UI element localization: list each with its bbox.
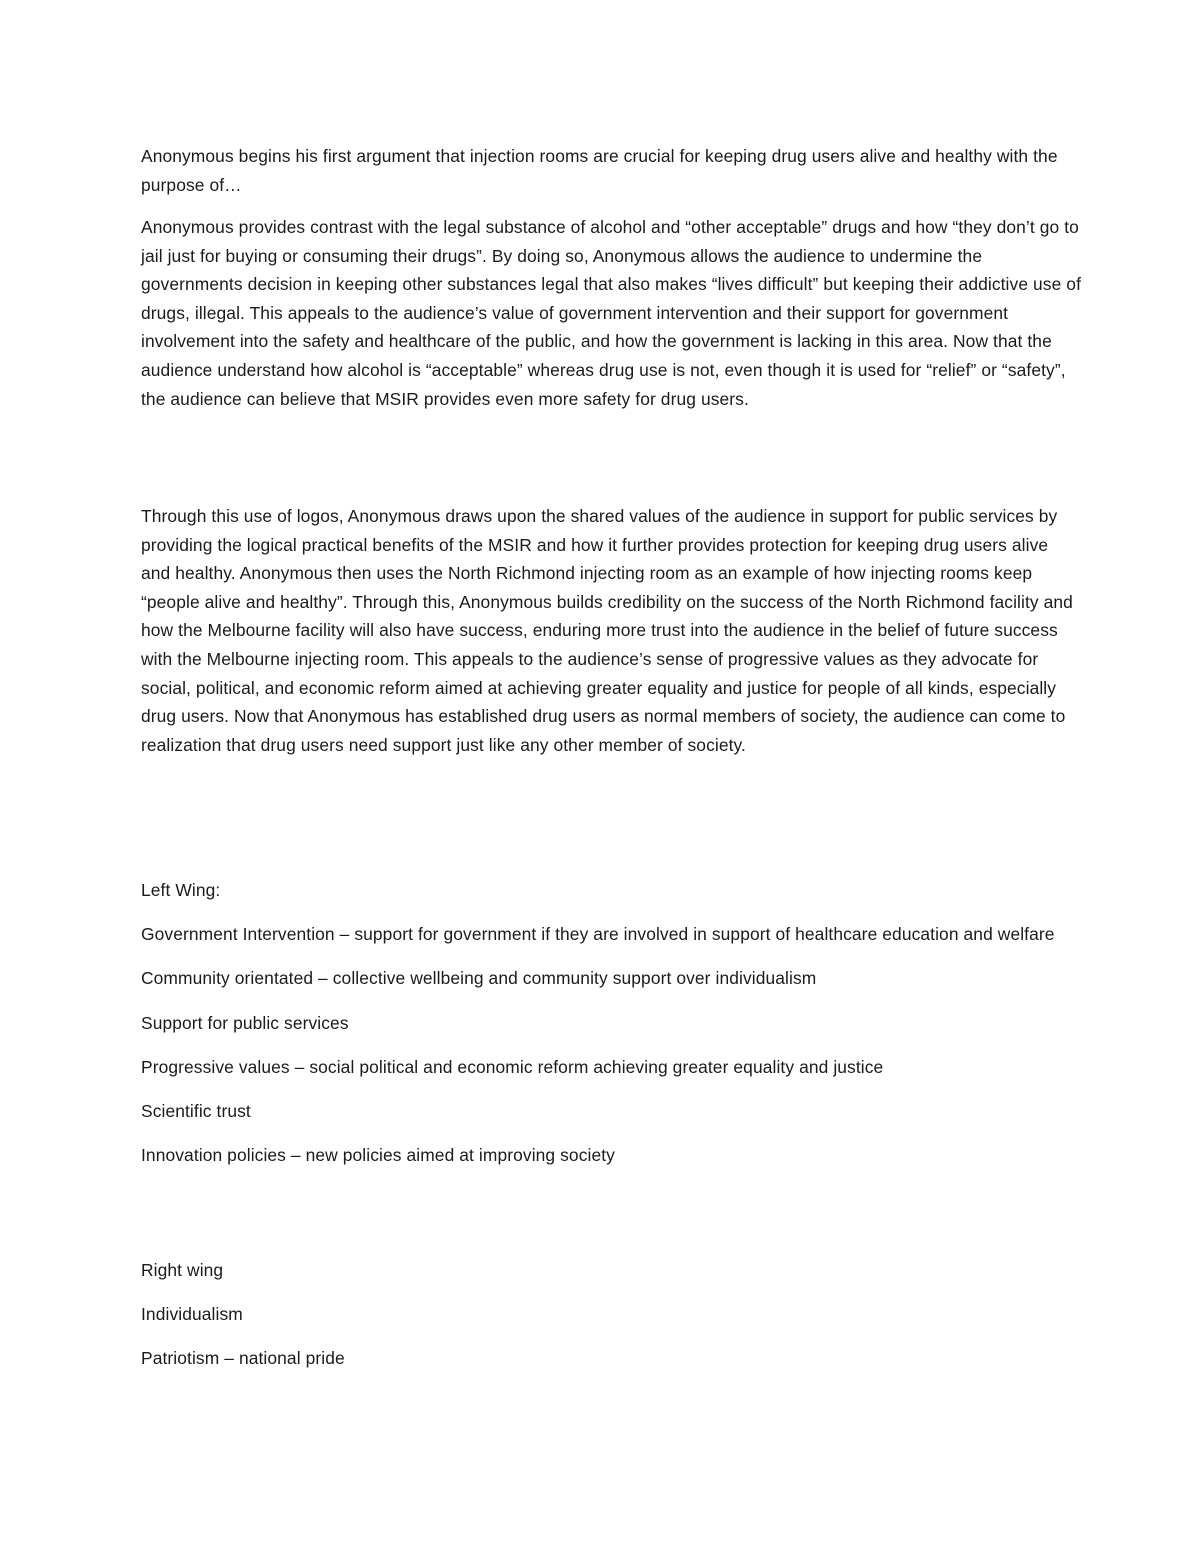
left-wing-item: Progressive values – social political and economic reform achieving greater equality and justice xyxy=(141,1056,884,1077)
left-wing-item: Innovation policies – new policies aimed at improving society xyxy=(141,1145,615,1166)
right-wing-section xyxy=(141,1256,1081,1373)
left-wing-section xyxy=(141,876,1081,1170)
right-wing-item: Patriotism – national pride xyxy=(141,1348,345,1369)
left-wing-item: Community orientated – collective wellbeing and community support over individualism xyxy=(141,968,817,989)
paragraph-1-text: Anonymous provides contrast with the legal substance of alcohol and “other acceptable” drugs and how “they don’t go to jail just for buying or consuming their drugs”. By doing so, Anonymous allows the audience to undermine the governments decision in keeping other substances legal that also makes “lives difficult” but keeping their addictive use of drugs, illegal. This appeals to the audience’s value of government intervention and their support for government involvement into the safety and healthcare of the public, and how the government is lacking in this area. Now that the audience understand how alcohol is “acceptable” whereas drug use is not, even though it is used for “relief” or “safety”, the audience can believe that MSIR provides even more safety for drug users. xyxy=(141,217,1081,409)
intro-paragraph xyxy=(141,142,1081,199)
right-wing-heading: Right wing xyxy=(141,1260,224,1280)
left-wing-item: Government Intervention – support for government if they are involved in support of healthcare education and welfare xyxy=(141,924,1055,945)
right-wing-item: Individualism xyxy=(141,1304,243,1325)
intro-text: Anonymous begins his first argument that injection rooms are crucial for keeping drug users alive and healthy with the purpose of… xyxy=(141,146,1058,195)
body-paragraph-1 xyxy=(141,213,1081,413)
body-paragraph-2 xyxy=(141,502,1081,759)
paragraph-2-text: Through this use of logos, Anonymous draws upon the shared values of the audience in support for public services by providing the logical practical benefits of the MSIR and how it further provides protection for keeping drug users alive and healthy. Anonymous then uses the North Richmond injecting room as an example of how injecting rooms keep “people alive and healthy”. Through this, Anonymous builds credibility on the success of the North Richmond facility and how the Melbourne facility will also have success, enduring more trust into the audience in the belief of future success with the Melbourne injecting room. This appeals to the audience’s sense of progressive values as they advocate for social, political, and economic reform aimed at achieving greater equality and justice for people of all kinds, especially drug users. Now that Anonymous has established drug users as normal members of society, the audience can come to realization that drug users need support just like any other member of society. xyxy=(141,506,1073,755)
left-wing-heading: Left Wing: xyxy=(141,880,221,900)
left-wing-item: Support for public services xyxy=(141,1012,349,1033)
left-wing-item: Scientific trust xyxy=(141,1100,251,1121)
